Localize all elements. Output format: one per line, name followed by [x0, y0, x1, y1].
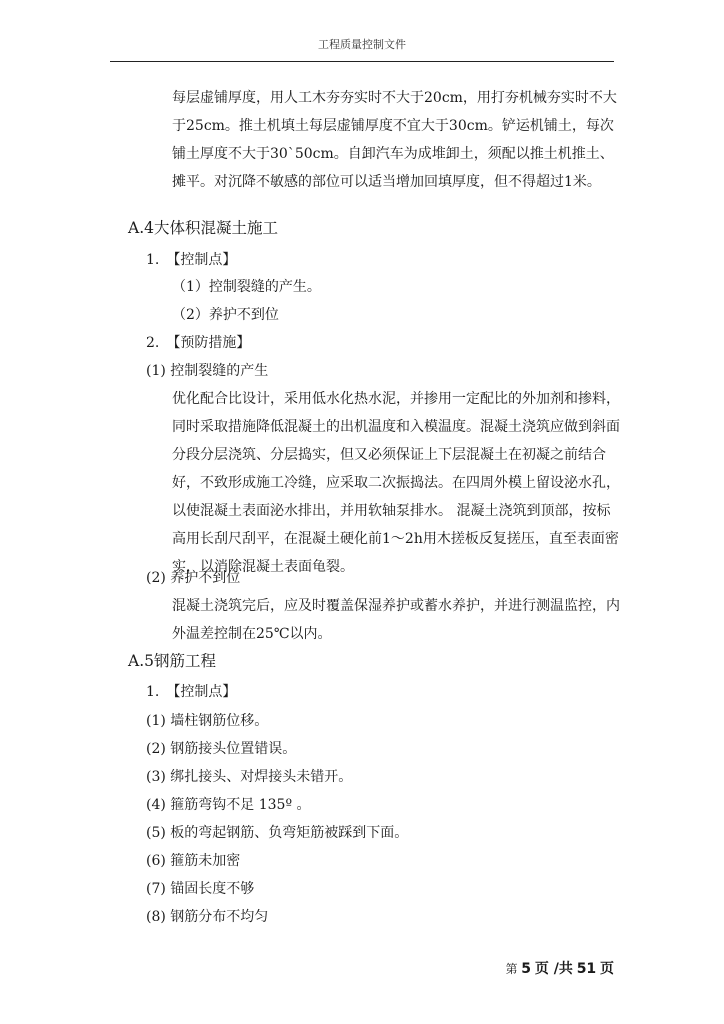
a5-item-5: (5) 板的弯起钢筋、负弯矩筋被踩到下面。 [146, 825, 409, 841]
footer-mid: 页 /共 [534, 961, 573, 977]
a5-item-7: (7) 锚固长度不够 [146, 881, 255, 897]
a4-measure-2-title: (2) 养护不到位 [146, 570, 241, 586]
a5-item-4: (4) 箍筋弯钩不足 135º 。 [146, 797, 311, 813]
footer-total-pages: 51 [576, 961, 597, 977]
a5-item-1: (1) 墙柱钢筋位移。 [146, 713, 269, 729]
a5-item-8: (8) 钢筋分布不均匀 [146, 909, 269, 925]
a5-item-6: (6) 箍筋未加密 [146, 853, 241, 869]
a4-measures-heading: 2. 【预防措施】 [146, 335, 251, 351]
a5-item-2: (2) 钢筋接头位置错误。 [146, 741, 297, 757]
a4-control-point-2: （2）养护不到位 [172, 307, 279, 323]
footer-prefix: 第 [505, 962, 518, 976]
intro-paragraph: 每层虚铺厚度，用人工木夯夯实时不大于20cm，用打夯机械夯实时不大于25cm。推土机填土每层虚铺厚度不宜大于30cm。铲运机铺土，每次铺土厚度不大于30`50cm。自卸汽车为成堆卸土，须配以推土机推土、摊平。对沉降不敏感的部位可以适当增加回填厚度，但不得超过1米。 [172, 90, 617, 190]
footer-suffix: 页 [600, 961, 614, 977]
a5-item-3: (3) 绑扎接头、对焊接头未错开。 [146, 769, 353, 785]
a4-measure-2-text: 混凝土浇筑完后，应及时覆盖保湿养护或蓄水养护，并进行测温监控，内外温差控制在25℃以内。 [172, 598, 620, 642]
footer-page-number: 5 [521, 961, 532, 977]
section-a4-title: A.4大体积混凝土施工 [128, 219, 278, 237]
a4-control-point-1: （1）控制裂缝的产生。 [172, 279, 321, 295]
document-header-title: 工程质量控制文件 [318, 38, 406, 51]
a5-control-points-heading: 1. 【控制点】 [146, 684, 237, 700]
header-divider [110, 61, 614, 62]
page-footer [505, 958, 614, 978]
a4-measure-1-title: (1) 控制裂缝的产生 [146, 363, 269, 379]
section-a5-title: A.5钢筋工程 [128, 652, 216, 670]
a4-measure-1-text: 优化配合比设计，采用低水化热水泥，并掺用一定配比的外加剂和掺料，同时采取措施降低混凝土的出机温度和入模温度。混凝土浇筑应做到斜面分段分层浇筑、分层捣实，但又必须保证上下层混凝土在初凝之前结合好，不致形成施工冷缝，应采取二次振捣法。在四周外模上留设泌水孔，以使混凝土表面泌水排出，并用软轴泵排水。 混凝土浇筑到顶部，按标高用长刮尺刮平，在混凝土硬化前1～2h用木搓板反复搓压，直至表面密实，以消除混凝土表面龟裂。 [172, 391, 620, 575]
a4-control-points-heading: 1. 【控制点】 [146, 252, 237, 268]
